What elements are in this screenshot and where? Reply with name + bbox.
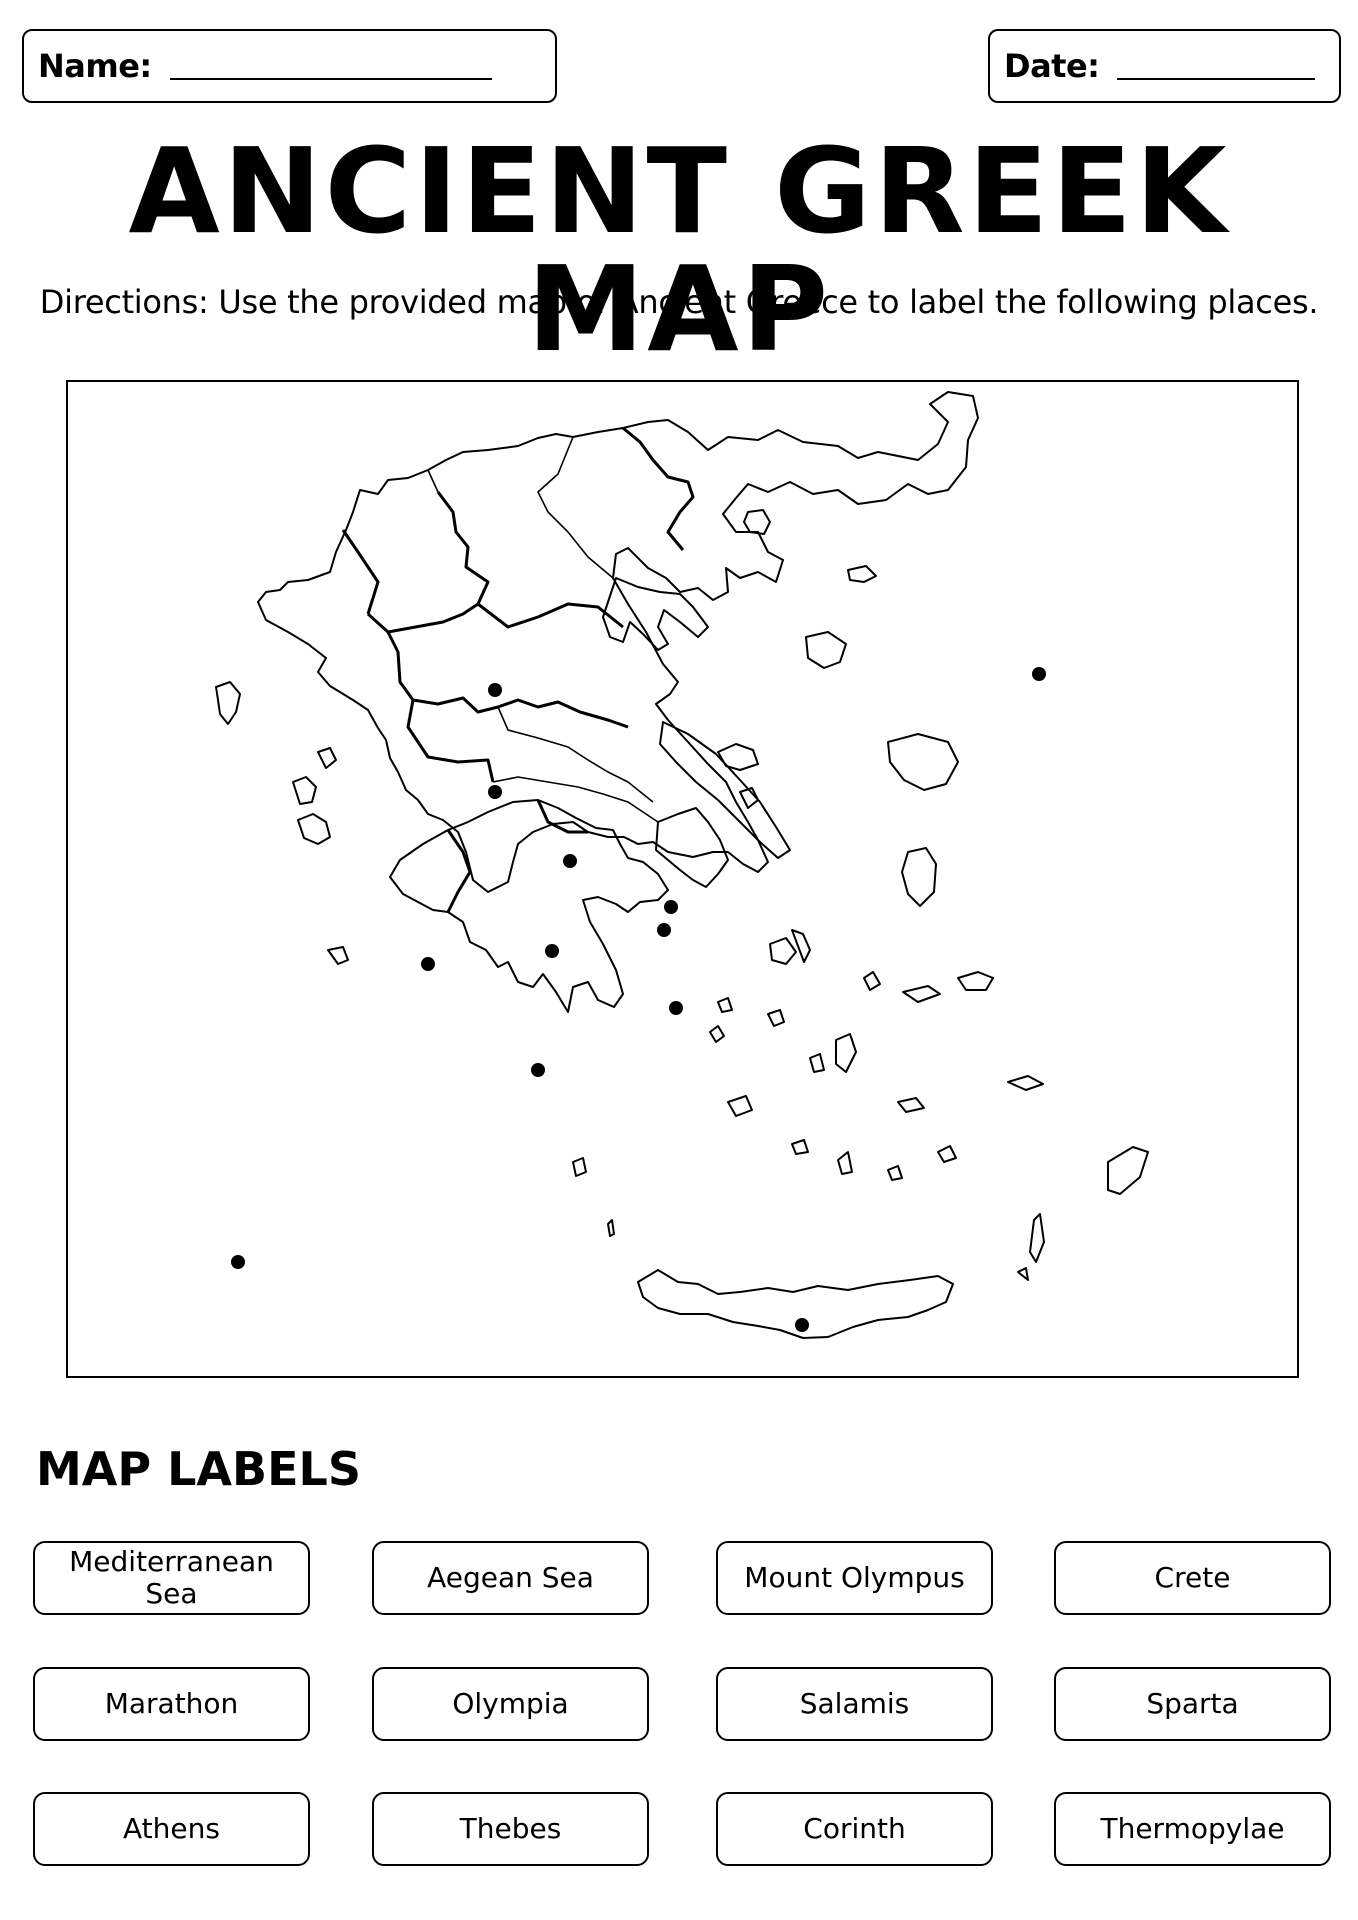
directions-text: Directions: Use the provided map of Ancient Greece to label the following places. bbox=[39, 283, 1319, 321]
name-field[interactable] bbox=[22, 29, 557, 103]
thasos-outline bbox=[744, 510, 770, 534]
island-outline bbox=[888, 1166, 902, 1180]
island-outline bbox=[328, 947, 348, 964]
map-dot[interactable] bbox=[531, 1063, 545, 1077]
label-marathon[interactable]: Marathon bbox=[33, 1667, 310, 1741]
rhodes-outline bbox=[1108, 1147, 1148, 1194]
kasos-outline bbox=[1018, 1268, 1028, 1280]
tinos-outline bbox=[864, 972, 880, 990]
label-corinth[interactable]: Corinth bbox=[716, 1792, 993, 1866]
skyros-outline bbox=[770, 938, 796, 964]
region-borders bbox=[343, 428, 693, 912]
map-dot[interactable] bbox=[488, 683, 502, 697]
map-dot[interactable] bbox=[545, 944, 559, 958]
kythira-outline bbox=[573, 1158, 586, 1176]
island-outline bbox=[318, 748, 336, 768]
amorgos-outline bbox=[898, 1098, 924, 1112]
label-thermopylae[interactable]: Thermopylae bbox=[1054, 1792, 1331, 1866]
date-field[interactable] bbox=[988, 29, 1341, 103]
euboea-outline bbox=[660, 722, 790, 858]
map-dot[interactable] bbox=[795, 1318, 809, 1332]
label-mediterranean-sea[interactable]: Mediterranean Sea bbox=[33, 1541, 310, 1615]
naxos-outline bbox=[836, 1034, 856, 1072]
map-dot[interactable] bbox=[664, 900, 678, 914]
label-mount-olympus[interactable]: Mount Olympus bbox=[716, 1541, 993, 1615]
label-athens[interactable]: Athens bbox=[33, 1792, 310, 1866]
island-outline bbox=[608, 1220, 614, 1236]
page-title: ANCIENT GREEK MAP bbox=[128, 122, 1230, 378]
samothrace-outline bbox=[848, 566, 876, 582]
label-olympia[interactable]: Olympia bbox=[372, 1667, 649, 1741]
map-dot[interactable] bbox=[488, 785, 502, 799]
peloponnese-outline bbox=[390, 800, 668, 1012]
island-outline bbox=[768, 1010, 784, 1026]
island-outline bbox=[298, 814, 330, 844]
island-outline bbox=[710, 1026, 724, 1042]
kos-outline bbox=[1008, 1076, 1043, 1090]
mainland-outline bbox=[258, 392, 978, 892]
label-aegean-sea[interactable]: Aegean Sea bbox=[372, 1541, 649, 1615]
milos-outline bbox=[728, 1096, 752, 1116]
lesbos-outline bbox=[888, 734, 958, 790]
island-outline bbox=[293, 777, 316, 804]
greece-outline-map bbox=[68, 382, 1299, 1378]
crete-outline bbox=[638, 1270, 953, 1338]
map-dot[interactable] bbox=[421, 957, 435, 971]
skiathos-outline bbox=[718, 744, 758, 770]
label-salamis[interactable]: Salamis bbox=[716, 1667, 993, 1741]
map-dot[interactable] bbox=[657, 923, 671, 937]
map-labels-heading: MAP LABELS bbox=[36, 1442, 361, 1496]
map-frame bbox=[66, 380, 1299, 1378]
date-line[interactable] bbox=[1117, 78, 1315, 80]
island-outline bbox=[718, 998, 732, 1012]
island-outline bbox=[792, 1140, 808, 1154]
lemnos-outline bbox=[806, 632, 846, 668]
corfu-outline bbox=[216, 682, 240, 724]
chios-outline bbox=[902, 848, 936, 906]
label-thebes[interactable]: Thebes bbox=[372, 1792, 649, 1866]
astypalaia-outline bbox=[938, 1146, 956, 1162]
date-label: Date: bbox=[1004, 47, 1100, 85]
label-sparta[interactable]: Sparta bbox=[1054, 1667, 1331, 1741]
map-dot[interactable] bbox=[669, 1001, 683, 1015]
map-dot[interactable] bbox=[563, 854, 577, 868]
santorini-outline bbox=[838, 1152, 852, 1174]
andros-outline bbox=[792, 930, 810, 962]
ikaria-outline bbox=[903, 986, 940, 1002]
samos-outline bbox=[958, 972, 993, 990]
attica-outline bbox=[656, 808, 728, 887]
map-dot[interactable] bbox=[1032, 667, 1046, 681]
map-dot[interactable] bbox=[231, 1255, 245, 1269]
karpathos-outline bbox=[1030, 1214, 1044, 1262]
name-line[interactable] bbox=[170, 78, 492, 80]
paros-outline bbox=[810, 1054, 824, 1072]
thin-borders bbox=[428, 437, 658, 822]
name-label: Name: bbox=[38, 47, 152, 85]
label-crete[interactable]: Crete bbox=[1054, 1541, 1331, 1615]
